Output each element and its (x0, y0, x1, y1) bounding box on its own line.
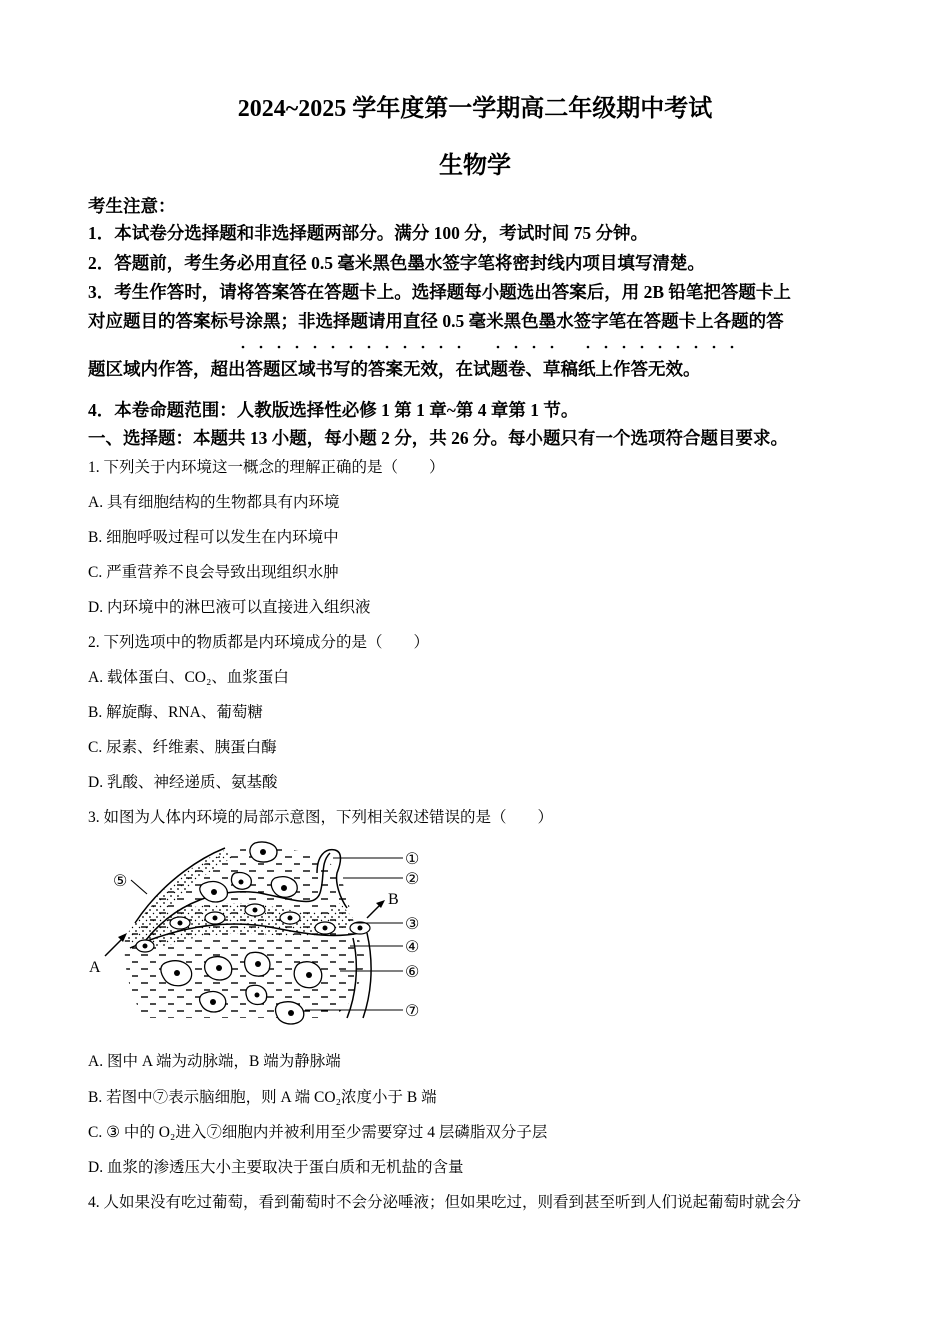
q3-option-d: D. 血浆的渗透压大小主要取决于蛋白质和无机盐的含量 (88, 1159, 464, 1176)
notice-item-2: 2．答题前，考生务必用直径 0.5 毫米黑色墨水签字笔将密封线内项目填写清楚。 (88, 253, 705, 273)
label-a: A (89, 959, 101, 976)
label-6: ⑥ (405, 964, 420, 981)
label-4: ④ (405, 939, 420, 956)
notice-item-3-cont: 对应题目的答案标号涂黑；非选择题请用直径 0.5 毫米黑色墨水签字笔在答题卡上各题的答 (88, 311, 784, 331)
q1-stem: 1. 下列关于内环境这一概念的理解正确的是（ ） (88, 459, 445, 476)
internal-environment-diagram (85, 838, 430, 1030)
q3-option-a: A. 图中 A 端为动脉端，B 端为静脉端 (88, 1053, 341, 1070)
q1-option-a: A. 具有细胞结构的生物都具有内环境 (88, 494, 340, 511)
label-7: ⑦ (405, 1003, 420, 1020)
notice-item-3-end: 题区域内作答，超出答题区域书写的答案无效，在试题卷、草稿纸上作答无效。 (88, 359, 701, 379)
q2-option-a: A. 载体蛋白、CO₂、血浆蛋白 (88, 669, 289, 686)
q1-option-b: B. 细胞呼吸过程可以发生在内环境中 (88, 529, 339, 546)
exam-title: 2024~2025 学年度第一学期高二年级期中考试 (237, 96, 713, 122)
notice-item-4: 4．本卷命题范围：人教版选择性必修 1 第 1 章~第 4 章第 1 节。 (88, 400, 579, 420)
notice-heading: 考生注意： (88, 196, 176, 216)
q2-option-d: D. 乳酸、神经递质、氨基酸 (88, 774, 278, 791)
label-b: B (388, 891, 399, 908)
label-5: ⑤ (113, 873, 128, 890)
q1-option-d: D. 内环境中的淋巴液可以直接进入组织液 (88, 599, 371, 616)
subject-title: 生物学 (439, 153, 511, 179)
q1-option-c: C. 严重营养不良会导致出现组织水肿 (88, 564, 339, 581)
q3-stem: 3. 如图为人体内环境的局部示意图，下列相关叙述错误的是（ ） (88, 809, 554, 826)
emphasis-dots (88, 342, 868, 352)
q4-stem: 4. 人如果没有吃过葡萄，看到葡萄时不会分泌唾液；但如果吃过，则看到甚至听到人们说起葡萄时就会分 (88, 1194, 802, 1211)
q2-option-b: B. 解旋酶、RNA、葡萄糖 (88, 704, 263, 721)
label-3: ③ (405, 916, 420, 933)
section-heading: 一、选择题：本题共 13 小题，每小题 2 分，共 26 分。每小题只有一个选项符合题目要求。 (88, 428, 788, 448)
label-2: ② (405, 871, 420, 888)
label-1: ① (405, 851, 420, 868)
notice-item-3: 3．考生作答时，请将答案答在答题卡上。选择题每小题选出答案后，用 2B 铅笔把答题卡上 (88, 282, 791, 302)
q2-stem: 2. 下列选项中的物质都是内环境成分的是（ ） (88, 634, 430, 651)
q3-option-b: B. 若图中⑦表示脑细胞，则 A 端 CO₂浓度小于 B 端 (88, 1089, 437, 1106)
q2-option-c: C. 尿素、纤维素、胰蛋白酶 (88, 739, 277, 756)
notice-item-1: 1．本试卷分选择题和非选择题两部分。满分 100 分，考试时间 75 分钟。 (88, 223, 648, 243)
q3-option-c: C. ③ 中的 O₂进入⑦细胞内并被利用至少需要穿过 4 层磷脂双分子层 (88, 1124, 548, 1141)
